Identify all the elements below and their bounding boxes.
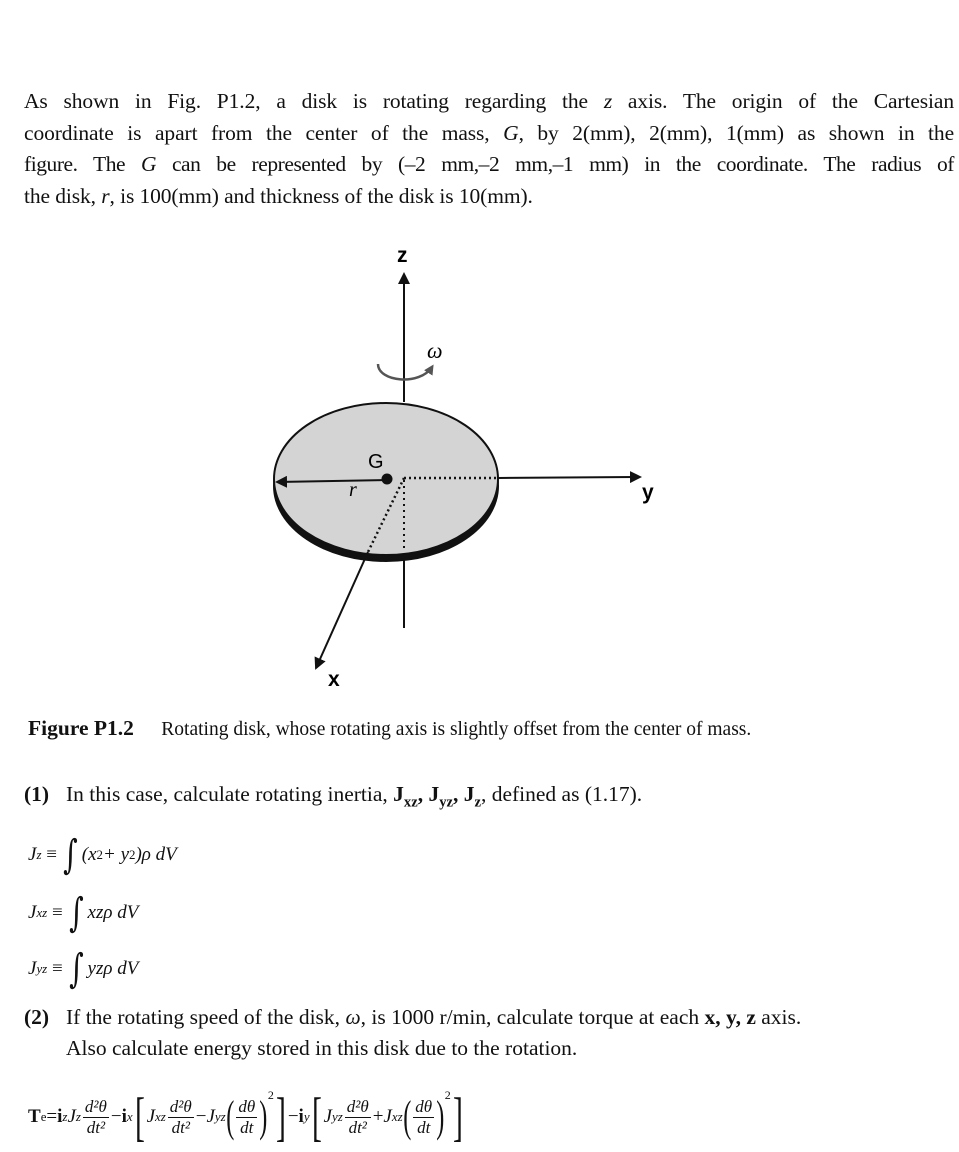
problem-line-4: the disk, r, is 100(mm) and thickness of the disk is 10(mm). [24, 183, 533, 208]
frac-d2theta-1: $\frac{\text{d²θ}}{\text{dt²}}$ [84, 1096, 107, 1137]
x-axis-arrow [316, 552, 368, 668]
equation-jxz: J xz ≡ ∫ xzρ dV [28, 890, 139, 936]
axis-y-label: y [642, 481, 654, 504]
equation-jz: J z ≡ ∫ (x 2 + y 2 )ρ dV [28, 832, 177, 878]
frac-dtheta-2: $\frac{d\theta}{dt}$ [415, 1096, 433, 1137]
axis-z-label: z [397, 244, 408, 267]
question-2-line-2: Also calculate energy stored in this disk due to the rotation. [66, 1036, 578, 1060]
problem-line-2: coordinate is apart from the center of the mass, G, by 2(mm), 2(mm), 1(mm) as shown in the [24, 120, 955, 145]
question-2: (2) If the rotating speed of the disk, ω, is 1000 r/min, calculate torque at each x, y, z axis. Also calculate energy stored in this disk due to the rotation. [24, 1002, 801, 1064]
center-label: G [368, 451, 384, 473]
question-1-number: (1) [24, 782, 50, 806]
torque-equation: T e = i z J z $\frac{\text{d²θ}}{\text{dt²}}$ − i x [ J xz $\frac{\text{d²θ}}{\text{dt²}}$ − J yz ( $\frac{d\theta}{dt}$ ) 2 ] − i y [ J yz $\frac{\text{d²θ}}{\text{dt²}}$ + J xz ( $\frac{d\theta}{dt}$ ) 2 ] [28, 1087, 463, 1147]
figure-caption [28, 716, 751, 741]
problem-statement [24, 86, 954, 212]
question-1: (1) In this case, calculate rotating inertia, $J_{xz}$, $J_{yz}$, $J_z$, defined as (1.17). [24, 779, 642, 818]
omega-label: ω [427, 338, 443, 363]
problem-line-1: As shown in Fig. P1.2, a disk is rotating regarding the z axis. The origin of the Cartesian [24, 89, 954, 113]
frac-dtheta-1: $\frac{d\theta}{dt}$ [238, 1096, 256, 1137]
equation-jyz: J yz ≡ ∫ yzρ dV [28, 946, 139, 992]
frac-d2theta-3: $\frac{\text{d²θ}}{\text{dt²}}$ [346, 1096, 369, 1137]
center-of-mass-dot [382, 474, 393, 485]
radius-label: r [349, 479, 357, 501]
axis-x-label: x [328, 668, 340, 691]
caption-text: Rotating disk, whose rotating axis is slightly offset from the center of mass. [161, 719, 752, 740]
y-axis-arrow [498, 477, 640, 478]
problem-line-3: figure. The G can be represented by (–2 mm,–2 mm,–1 mm) in the coordinate. The radius of [24, 152, 954, 176]
rotating-disk-figure [0, 230, 959, 700]
caption-label: Figure P1.2 [28, 716, 134, 740]
frac-d2theta-2: $\frac{\text{d²θ}}{\text{dt²}}$ [169, 1096, 192, 1137]
question-2-number: (2) [24, 1005, 50, 1029]
